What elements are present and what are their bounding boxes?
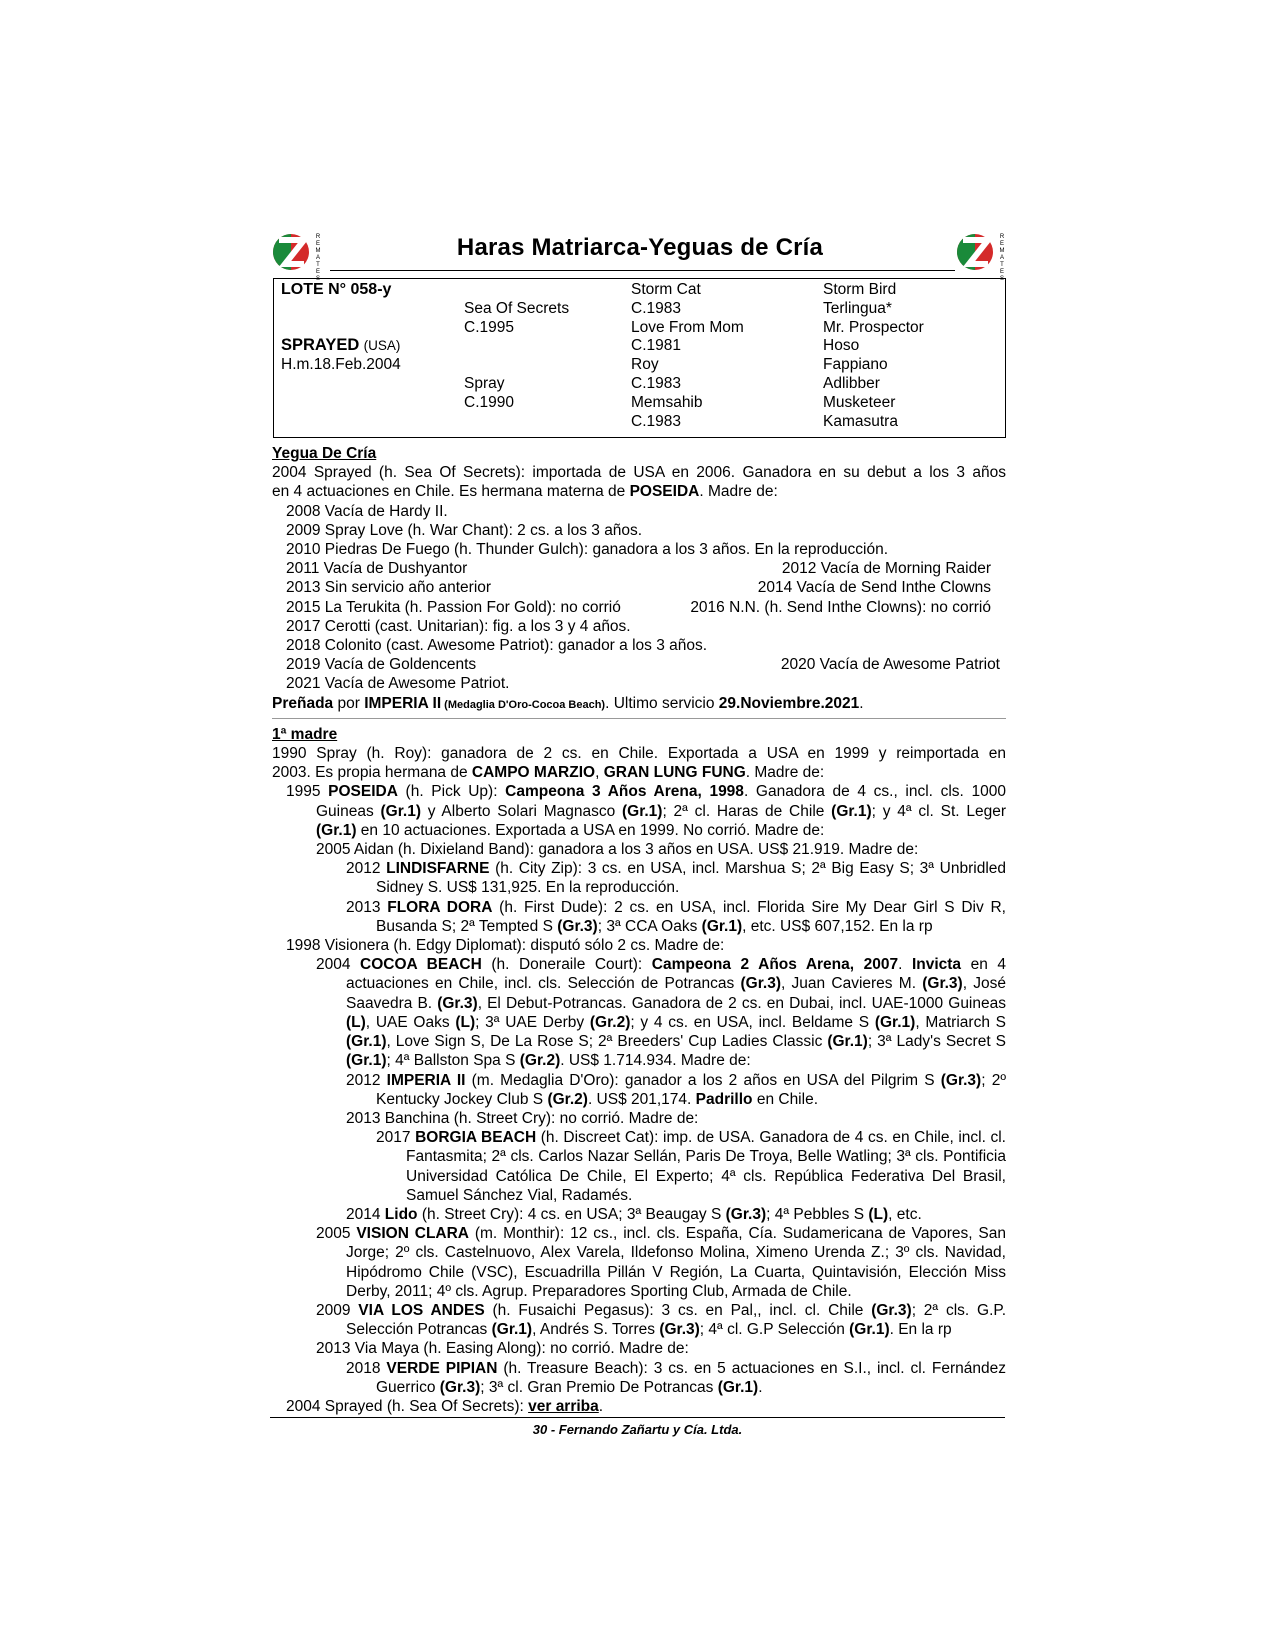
grade-label: (L) xyxy=(455,1013,476,1031)
sibling-name: CAMPO MARZIO xyxy=(471,764,596,782)
text: (h. Doneraile Court): xyxy=(481,956,652,974)
text: , etc. US$ 607,152. En la rp xyxy=(742,917,933,935)
text: ; 4ª cl. G.P Selección xyxy=(699,1321,850,1339)
in-foal-line xyxy=(272,694,1006,715)
grade-label: (Gr.3) xyxy=(557,917,598,935)
text: (h. Street Cry): 4 cs. en USA; 3ª Beaugay S xyxy=(417,1205,726,1223)
grandparent-1-year: C.1983 xyxy=(631,300,681,317)
horse-name-row xyxy=(281,336,400,355)
text: (h. Discreet Cat): imp. de USA. Ganadora de 4 cs. en Chile, incl. cl. Fantasmita; 2ª cls. Carlos Nazar Sellán, Paris De Troya, Belle Watling; 3ª cls. Pontificia Universidad Católica De Chile, El Experto; 4ª cls. República Federativa Del Brasil, Samuel Sánchez Vial, Radamés. xyxy=(406,1129,1006,1204)
text: ; 2ª cls. G.P. Selección Potrancas xyxy=(346,1301,1007,1339)
great-grandparent: Mr. Prospector xyxy=(823,319,924,336)
verde-pipian-entry xyxy=(272,1359,1006,1397)
horse-origin: (USA) xyxy=(363,338,401,353)
flora-dora-entry xyxy=(272,898,1006,936)
zl-remates-logo-right xyxy=(955,226,1013,282)
svg-text:R: R xyxy=(999,234,1005,240)
grade-label: (Gr.2) xyxy=(519,1052,561,1070)
text: (h. Fusaichi Pegasus): 3 cs. en Pal,, incl. cl. Chile xyxy=(484,1301,872,1319)
text: en Chile. xyxy=(752,1090,818,1108)
great-grandparent: Terlingua* xyxy=(823,300,892,317)
text: 2017 xyxy=(376,1129,416,1147)
horse-name: VIA LOS ANDES xyxy=(358,1301,485,1319)
produce-2019-2020 xyxy=(272,655,1006,674)
text: 1990 Spray (h. Roy): ganadora de 2 cs. en Chile. Exportada a USA en 1999 y reimportada en xyxy=(272,745,1006,763)
page-footer: 30 - Fernando Zañartu y Cía. Ltda. xyxy=(532,1422,743,1437)
text: en 10 actuaciones. Exportada a USA en 1999. No corrió. Madre de: xyxy=(356,821,825,839)
text: (m. Medaglia D'Oro): ganador a los 2 años en USA del Pilgrim S xyxy=(465,1071,941,1089)
text: 2012 xyxy=(346,1071,387,1089)
text: 2012 xyxy=(346,860,387,878)
produce-2013-2014 xyxy=(272,578,1006,597)
horse-name: VISION CLARA xyxy=(356,1225,469,1243)
text: ; y 4 cs. en USA, incl. Beldame S xyxy=(630,1013,875,1031)
grade-label: (Gr.3) xyxy=(940,1071,982,1089)
borgia-beach-entry xyxy=(272,1128,1006,1205)
aidan-entry: 2005 Aidan (h. Dixieland Band): ganadora a los 3 años en USA. US$ 21.919. Madre de: xyxy=(316,841,919,859)
text: y Alberto Solari Magnasco xyxy=(420,802,622,820)
produce-2020: 2020 Vacía de Awesome Patriot xyxy=(780,656,1000,674)
great-grandparent: Storm Bird xyxy=(823,281,897,298)
text: 2009 xyxy=(316,1301,359,1319)
grade-label: (Gr.3) xyxy=(439,1378,481,1396)
produce-2011: 2011 Vacía de Dushyantor xyxy=(286,560,468,578)
grandparent-4: Memsahib xyxy=(631,394,703,411)
text: . xyxy=(859,694,864,712)
text: en 4 actuaciones en Chile, incl. cls. Selección de Potrancas xyxy=(346,956,1006,993)
dam-name: Spray xyxy=(464,375,505,392)
svg-text:E: E xyxy=(999,241,1005,247)
championship: Campeona 3 Años Arena, 1998 xyxy=(505,783,744,801)
text: ; 4ª Pebbles S xyxy=(766,1205,869,1223)
footer-divider xyxy=(270,1417,1005,1418)
text: 2004 Sprayed (h. Sea Of Secrets): xyxy=(286,1397,529,1415)
text: 1995 xyxy=(286,783,329,801)
text: ; y 4ª cl. St. Leger xyxy=(871,802,1006,820)
great-grandparent: Kamasutra xyxy=(823,413,898,430)
grade-label: (Gr.2) xyxy=(589,1013,631,1031)
imperia-entry xyxy=(272,1071,1006,1109)
banchina-entry: 2013 Banchina (h. Street Cry): no corrió. Madre de: xyxy=(346,1109,699,1127)
text: ; 3ª Lady's Secret S xyxy=(867,1033,1006,1051)
dam-year: C.1990 xyxy=(464,394,514,411)
text: 2004 xyxy=(316,956,361,974)
text: , El Debut-Potrancas. Ganadora de 2 cs. en Dubai, incl. UAE-1000 Guineas xyxy=(477,994,1006,1012)
horse-name: SPRAYED xyxy=(281,336,360,354)
text: ; 3ª UAE Derby xyxy=(475,1013,590,1031)
zl-logo-icon xyxy=(271,226,329,282)
text: 2014 xyxy=(346,1205,385,1223)
zl-remates-logo-left xyxy=(271,226,329,282)
lido-entry xyxy=(272,1205,1006,1224)
covering-sire: IMPERIA II xyxy=(364,694,442,712)
horse-name: LINDISFARNE xyxy=(386,860,490,878)
produce-2021: 2021 Vacía de Awesome Patriot. xyxy=(286,675,510,693)
grandparent-2: Love From Mom xyxy=(631,319,744,336)
lot-description xyxy=(272,444,1006,1416)
svg-text:E: E xyxy=(315,269,321,275)
text: , José Saavedra B. xyxy=(346,975,1006,1012)
text: ; 3ª CCA Oaks xyxy=(597,917,702,935)
text: , Matriarch S xyxy=(915,1013,1006,1031)
grade-label: (Gr.1) xyxy=(491,1321,533,1339)
produce-2019: 2019 Vacía de Goldencents xyxy=(286,656,477,674)
text: . Madre de: xyxy=(745,764,825,782)
text: . xyxy=(898,956,912,974)
last-service-date: 29.Noviembre.2021 xyxy=(718,694,860,712)
horse-name: IMPERIA II xyxy=(386,1071,466,1089)
produce-2011-2012 xyxy=(272,559,1006,578)
text: . Ganadora de 4 cs., incl. cls. 1000 Guineas xyxy=(316,783,1006,820)
svg-text:E: E xyxy=(315,241,321,247)
page-title: Haras Matriarca-Yeguas de Cría xyxy=(456,234,824,261)
grandparent-4-year: C.1983 xyxy=(631,413,681,430)
in-foal-label: Preñada xyxy=(272,694,334,712)
text: ; 2ª cl. Haras de Chile xyxy=(662,802,832,820)
text: 2018 xyxy=(346,1359,387,1377)
grade-label: (Gr.1) xyxy=(874,1013,916,1031)
grade-label: (Gr.3) xyxy=(740,975,781,993)
section-divider xyxy=(272,718,1006,719)
text: . US$ 1.714.934. Madre de: xyxy=(560,1052,751,1070)
stallion-label: Padrillo xyxy=(695,1090,753,1108)
grandparent-3: Roy xyxy=(631,356,659,373)
poseida-entry xyxy=(272,782,1006,840)
svg-text:S: S xyxy=(315,276,321,282)
unbeaten-label: Invicta xyxy=(911,956,962,974)
text: 2003. Es propia hermana de xyxy=(272,764,472,782)
produce-2017: 2017 Cerotti (cast. Unitarian): fig. a los 3 y 4 años. xyxy=(286,617,631,635)
text: ; 3ª cl. Gran Premio De Potrancas xyxy=(480,1378,718,1396)
grade-label: (Gr.2) xyxy=(547,1090,588,1108)
grade-label: (Gr.1) xyxy=(346,1033,387,1051)
lot-number: LOTE N° 058-y xyxy=(281,281,392,298)
text: . Madre de: xyxy=(699,483,778,501)
grandparent-1: Storm Cat xyxy=(631,281,701,298)
text: . En la rp xyxy=(889,1321,952,1339)
great-grandparent: Adlibber xyxy=(823,375,880,392)
text: ; 2º Kentucky Jockey Club S xyxy=(376,1071,1006,1108)
grade-label: (Gr.1) xyxy=(316,821,357,839)
sibling-name: GRAN LUNG FUNG xyxy=(603,764,746,782)
produce-2012: 2012 Vacía de Morning Raider xyxy=(781,560,991,578)
horse-name: POSEIDA xyxy=(328,783,398,801)
yegua-intro xyxy=(272,463,1006,482)
sprayed-reference xyxy=(272,1397,1006,1416)
spray-line2 xyxy=(272,763,1006,782)
text: , Love Sign S, De La Rose S; 2ª Breeders' Cup Ladies Classic xyxy=(386,1033,828,1051)
title-divider xyxy=(330,270,955,271)
grandparent-2-year: C.1981 xyxy=(631,337,681,354)
text: , Juan Cavieres M. xyxy=(781,975,923,993)
lindisfarne-entry xyxy=(272,859,1006,897)
grade-label: (Gr.3) xyxy=(871,1301,912,1319)
text: (h. First Dude): 2 cs. en USA, incl. Florida Sire My Dear Girl S Div R, Busanda S; 2ª Tempted S xyxy=(376,898,1006,935)
visionera-entry: 1998 Visionera (h. Edgy Diplomat): disputó sólo 2 cs. Madre de: xyxy=(286,937,725,955)
sibling-name: POSEIDA xyxy=(629,483,700,501)
grade-label: (Gr.1) xyxy=(701,917,743,935)
produce-2015-2016 xyxy=(272,598,1006,617)
text: (m. Monthir): 12 cs., incl. cls. España, Cía. Sudamericana de Vapores, San Jorge; 2º cls. Castelnuovo, Alex Varela, Ildefonso Molina, Ximeno Urenda Z.; 3º cls. Navidad, Hipódromo Chile (VSC), Escuadrilla Pillán V Región, La Cuarta, Quintavisión, Elección Miss Derby, 2011; 4º cls. Agrup. Preparadores Sporting Club, Armada de Chile. xyxy=(346,1225,1006,1300)
produce-2013: 2013 Sin servicio año anterior xyxy=(286,579,492,597)
grade-label: (Gr.3) xyxy=(437,994,478,1012)
great-grandparent: Hoso xyxy=(823,337,860,354)
championship: Campeona 2 Años Arena, 2007 xyxy=(651,956,899,974)
text: ; 4ª Ballston Spa S xyxy=(386,1052,520,1070)
via-los-andes-entry xyxy=(272,1301,1006,1339)
text: en 4 actuaciones en Chile. Es hermana materna de xyxy=(272,483,630,501)
sire-year: C.1995 xyxy=(464,319,514,336)
svg-text:M: M xyxy=(999,248,1005,254)
produce-2015: 2015 La Terukita (h. Passion For Gold): no corrió xyxy=(286,598,621,616)
grade-label: (Gr.1) xyxy=(831,802,872,820)
grade-label: (Gr.1) xyxy=(849,1321,890,1339)
text: (h. Pick Up): xyxy=(397,783,506,801)
text: 2005 xyxy=(316,1225,357,1243)
sire-name: Sea Of Secrets xyxy=(464,300,570,317)
horse-name: Lido xyxy=(384,1205,418,1223)
text: (h. City Zip): 3 cs. en USA, incl. Marshua S; 2ª Big Easy S; 3ª Unbridled Sidney S. US$ 131,925. En la reproducción. xyxy=(376,860,1007,897)
svg-text:T: T xyxy=(1000,262,1004,268)
grade-label: (L) xyxy=(346,1013,366,1031)
grade-label: (Gr.3) xyxy=(725,1205,767,1223)
grade-label: (Gr.1) xyxy=(717,1378,759,1396)
horse-name: FLORA DORA xyxy=(387,898,493,916)
horse-info: H.m.18.Feb.2004 xyxy=(281,356,401,373)
produce-2010: 2010 Piedras De Fuego (h. Thunder Gulch): ganadora a los 3 años. En la reproducción. xyxy=(286,541,889,559)
yegua-intro-line2 xyxy=(272,482,1006,501)
produce-2016: 2016 N.N. (h. Send Inthe Clowns): no corrió xyxy=(690,598,991,616)
grade-label: (Gr.3) xyxy=(659,1321,700,1339)
cocoa-beach-entry xyxy=(272,955,1006,1070)
section-heading-madre: 1ª madre xyxy=(272,725,338,743)
text: , xyxy=(595,764,604,782)
via-maya-entry: 2013 Via Maya (h. Easing Along): no corrió. Madre de: xyxy=(316,1340,689,1358)
text: , etc. xyxy=(888,1205,922,1223)
svg-text:S: S xyxy=(999,276,1005,282)
grade-label: (L) xyxy=(868,1205,889,1223)
text: . xyxy=(598,1397,604,1415)
text: . US$ 201,174. xyxy=(587,1090,696,1108)
svg-text:A: A xyxy=(999,255,1005,261)
produce-2009: 2009 Spray Love (h. War Chant): 2 cs. a los 3 años. xyxy=(286,521,643,539)
yegua-intro-text: 2004 Sprayed (h. Sea Of Secrets): importada de USA en 2006. Ganadora en su debut a los 3 años xyxy=(272,464,1006,482)
see-above-link[interactable]: ver arriba xyxy=(528,1397,599,1415)
produce-2018: 2018 Colonito (cast. Awesome Patriot): ganador a los 3 años. xyxy=(286,637,708,655)
grade-label: (Gr.3) xyxy=(922,975,963,993)
text: . xyxy=(758,1378,763,1396)
svg-text:E: E xyxy=(999,269,1005,275)
zl-logo-icon xyxy=(955,226,1013,282)
text: por xyxy=(333,694,365,712)
grandparent-3-year: C.1983 xyxy=(631,375,681,392)
text: (h. Treasure Beach): 3 cs. en 5 actuaciones en S.I., incl. cl. Fernández Guerrico xyxy=(376,1359,1006,1396)
vision-clara-entry xyxy=(272,1224,1006,1301)
horse-name: VERDE PIPIAN xyxy=(386,1359,498,1377)
text: , Andrés S. Torres xyxy=(532,1321,660,1339)
great-grandparent: Fappiano xyxy=(823,356,888,373)
text: . Ultimo servicio xyxy=(605,694,719,712)
covering-sire-pedigree: (Medaglia D'Oro-Cocoa Beach) xyxy=(441,698,606,711)
horse-name: COCOA BEACH xyxy=(360,956,482,974)
svg-text:R: R xyxy=(315,234,321,240)
text: , UAE Oaks xyxy=(365,1013,456,1031)
svg-text:T: T xyxy=(316,262,320,268)
grade-label: (Gr.1) xyxy=(621,802,663,820)
produce-2014: 2014 Vacía de Send Inthe Clowns xyxy=(757,579,991,597)
grade-label: (Gr.1) xyxy=(380,802,421,820)
grade-label: (Gr.1) xyxy=(346,1052,387,1070)
grade-label: (Gr.1) xyxy=(827,1033,868,1051)
pedigree-table xyxy=(273,278,1006,438)
section-heading-yegua: Yegua De Cría xyxy=(272,445,377,462)
great-grandparent: Musketeer xyxy=(823,394,896,411)
spray-line1 xyxy=(272,744,1006,763)
svg-text:A: A xyxy=(315,255,321,261)
svg-text:M: M xyxy=(315,248,321,254)
horse-name: BORGIA BEACH xyxy=(415,1129,537,1147)
text: 2013 xyxy=(346,898,388,916)
produce-2008: 2008 Vacía de Hardy II. xyxy=(286,502,448,520)
